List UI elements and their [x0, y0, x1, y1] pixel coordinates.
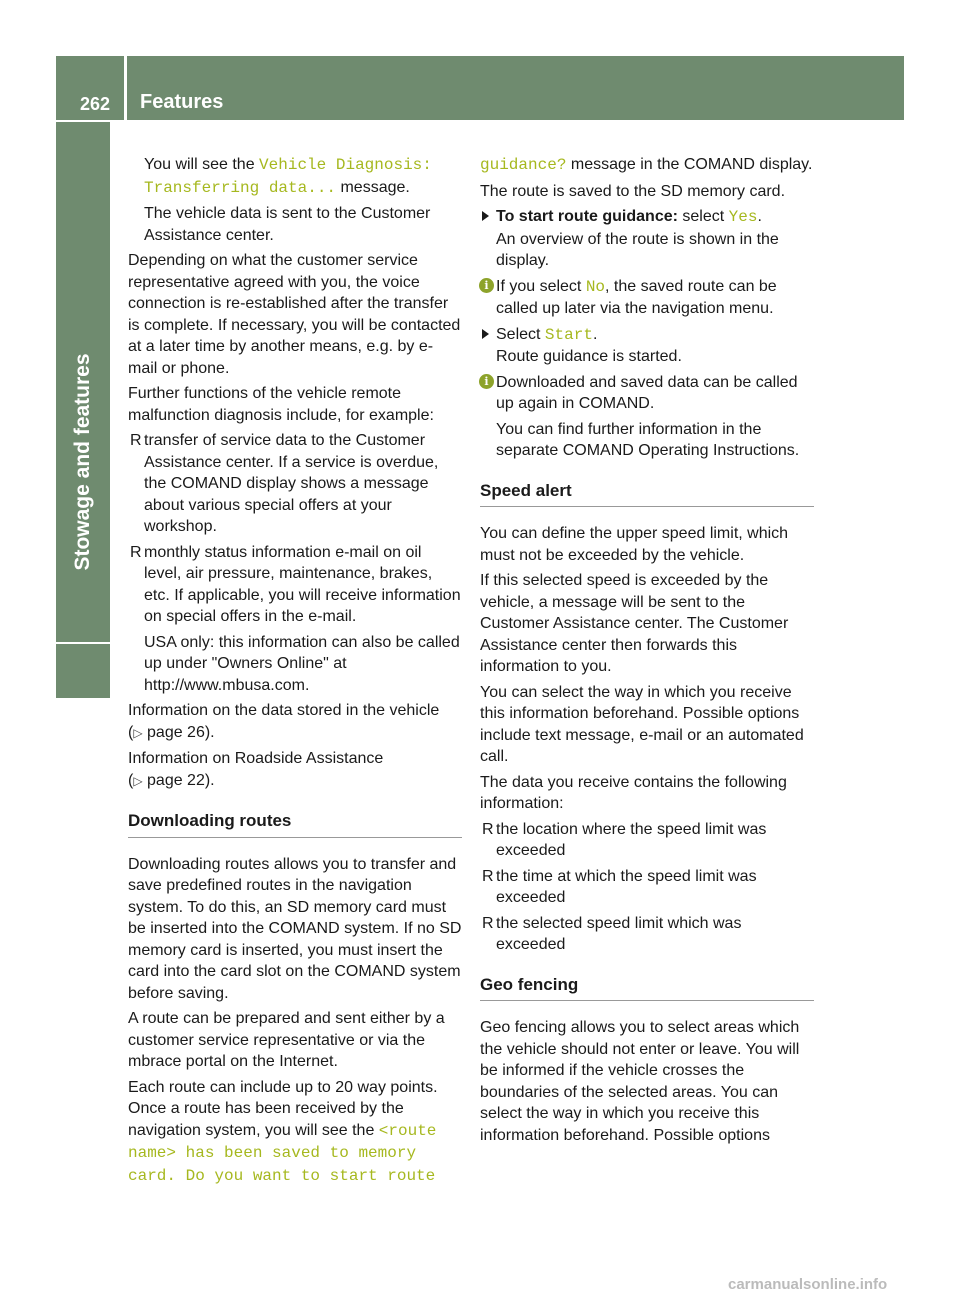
download-paragraph: Downloading routes allows you to transfer and save predefined routes in the navigation system. To do this, an SD memory card must be inserted into the COMAND system. If no SD memory card is inserted, you must insert the card into the card slot on the COMAND system before saving. [128, 855, 462, 1002]
info-note: i Downloaded and saved data can be called up again in COMAND. [480, 372, 814, 415]
speed-paragraph: The data you receive contains the following information: [480, 773, 787, 812]
geo-paragraph: Geo fencing allows you to select areas which the vehicle should not enter or leave. You will be informed if the vehicle crosses the boundaries of the selected areas. You can select the way in which you receive this information beforehand. Possible options [480, 1019, 800, 1144]
usa-note: USA only: this information can also be called up under "Owners Online" at http://www.mbusa.com. [144, 633, 460, 694]
info-icon: i [479, 374, 494, 389]
download-paragraph: A route can be prepared and sent either by a customer service representative or via the mbrace portal on the Internet. [128, 1010, 445, 1070]
speed-paragraph: You can select the way in which you receive this information beforehand. Possible options include text message, e-mail or an automated call. [480, 683, 804, 765]
page-title: Features [140, 91, 224, 113]
section-heading-geo-fencing: Geo fencing [480, 974, 814, 1002]
reference-arrow-icon: ▷ [133, 773, 143, 788]
page-reference: Information on the data stored in the vehicle (▷ page 26). [128, 702, 440, 741]
list-item: R monthly status information e-mail on oil level, air pressure, maintenance, brakes, etc. If applicable, you will receive information on special offers in the e-mail. [130, 543, 461, 625]
speed-paragraph: If this selected speed is exceeded by the vehicle, a message will be sent to the Customer Assistance center. The Customer Assistance center then forwards this information to you. [480, 572, 789, 675]
step-start-guidance: To start route guidance: select Yes. An overview of the route is shown in the display. [480, 206, 814, 272]
list-item: R the selected speed limit which was exceeded [482, 914, 742, 953]
left-column [128, 154, 462, 1191]
list-item: R the time at which the speed limit was exceeded [482, 867, 757, 906]
speed-paragraph: You can define the upper speed limit, which must not be exceeded by the vehicle. [480, 525, 789, 564]
side-tab-marker [56, 644, 110, 698]
step-select-start: Select Start. Route guidance is started. [480, 324, 814, 368]
service-paragraph: Depending on what the customer service representative agreed with you, the voice connection is re-established after the transfer is complete. If necessary, you will be contacted at a later time by another means, e.g. by e-mail or phone. [128, 252, 461, 377]
diagnosis-message-paragraph: You will see the Vehicle Diagnosis: Transferring data... message. [144, 156, 432, 197]
info-icon: i [479, 278, 494, 293]
side-tab-label: Stowage and features [71, 353, 94, 571]
list-item: R the location where the speed limit was exceeded [482, 820, 767, 859]
section-heading-speed-alert: Speed alert [480, 480, 814, 508]
list-item: R transfer of service data to the Customer Assistance center. If a service is overdue, the COMAND display shows a message about various special offers at your workshop. [130, 432, 439, 535]
header-divider [124, 56, 127, 120]
guidance-message-paragraph: guidance? message in the COMAND display. [480, 156, 813, 174]
page-number: 262 [80, 94, 111, 114]
reference-arrow-icon: ▷ [133, 725, 143, 740]
vehicle-data-paragraph: The vehicle data is sent to the Customer Assistance center. [144, 205, 431, 244]
page-reference: Information on Roadside Assistance (▷ page 22). [128, 750, 384, 789]
step-arrow-icon [482, 329, 489, 339]
watermark: carmanualsonline.info [728, 1276, 888, 1293]
section-heading-downloading-routes: Downloading routes [128, 810, 462, 838]
info-note-continued: You can find further information in the separate COMAND Operating Instructions. [496, 420, 800, 459]
right-column [480, 154, 814, 1150]
functions-paragraph: Further functions of the vehicle remote malfunction diagnosis include, for example: [128, 385, 434, 424]
step-arrow-icon [482, 211, 489, 221]
download-paragraph: Each route can include up to 20 way points. Once a route has been received by the navigation system, you will see the <route name> has been saved to memory card. Do you want to start route [128, 1078, 438, 1185]
info-note: i If you select No, the saved route can be called up later via the navigation menu. [480, 276, 814, 320]
saved-paragraph: The route is saved to the SD memory card. [480, 182, 786, 200]
